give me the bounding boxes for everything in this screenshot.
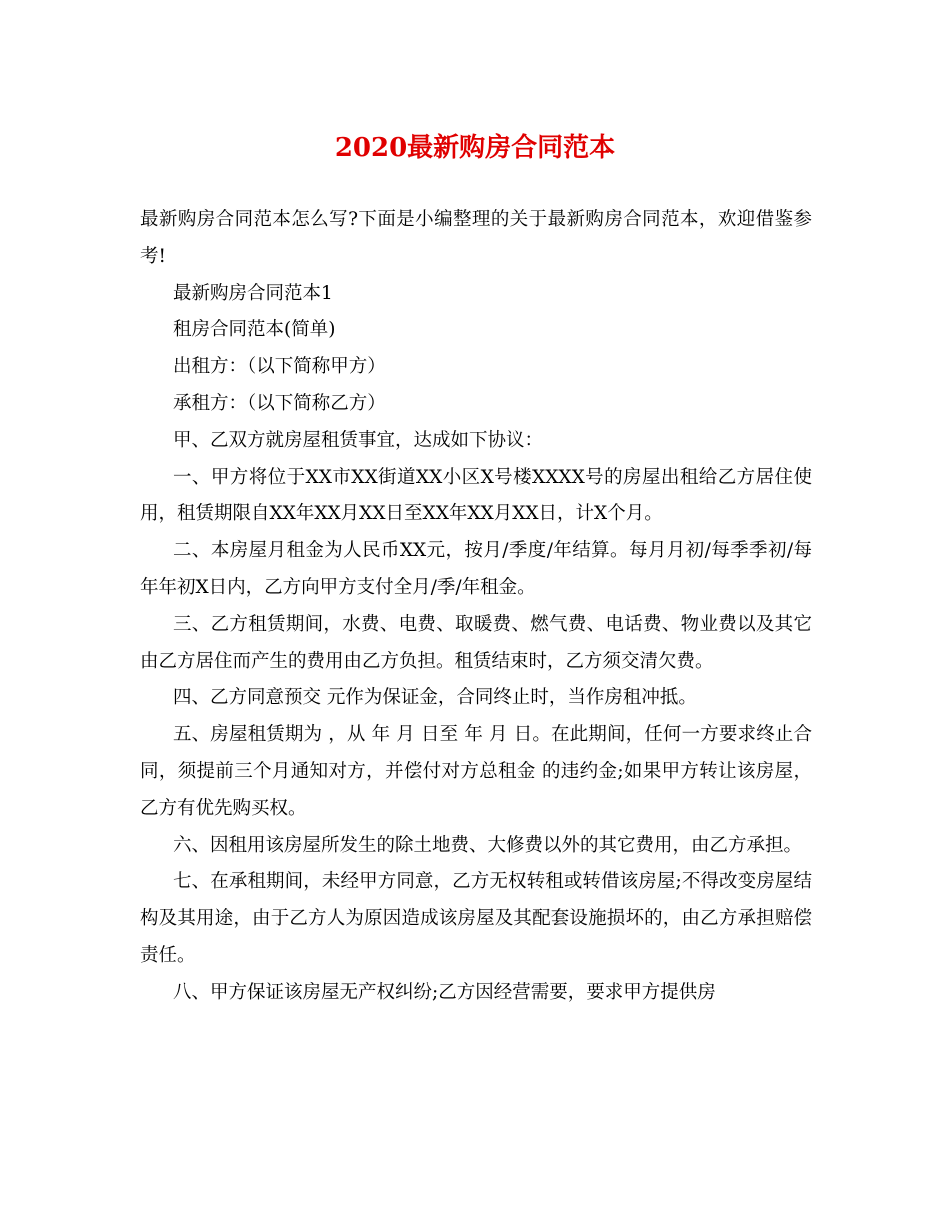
lessee-line: 承租方：（以下简称乙方） (173, 392, 386, 414)
intro-paragraph: 最新购房合同范本怎么写?下面是小编整理的关于最新购房合同范本，欢迎借鉴参考! (140, 209, 812, 267)
clause-4: 四、乙方同意预交 元作为保证金，合同终止时，当作房租冲抵。 (173, 687, 697, 709)
clause-3: 三、乙方租赁期间，水费、电费、取暖费、燃气费、电话费、物业费以及其它由乙方居住而产生的费用由乙方负担。租赁结束时，乙方须交清欠费。 (140, 613, 812, 672)
document-body (140, 202, 812, 1012)
clause-1: 一、甲方将位于XX市XX街道XX小区X号楼XXXX号的房屋出租给乙方居住使用，租赁期限自XX年XX月XX日至XX年XX月XX日，计X个月。 (140, 466, 812, 525)
clause-6: 六、因租用该房屋所发生的除土地费、大修费以外的其它费用，由乙方承担。 (173, 834, 803, 856)
clause-7: 七、在承租期间，未经甲方同意，乙方无权转租或转借该房屋;不得改变房屋结构及其用途，由于乙方人为原因造成该房屋及其配套设施损坏的，由乙方承担赔偿责任。 (140, 871, 812, 966)
lessor-line: 出租方：（以下简称甲方） (173, 356, 386, 378)
clause-5: 五、房屋租赁期为 ，从 年 月 日至 年 月 日。在此期间，任何一方要求终止合同，须提前三个月通知对方，并偿付对方总租金 的违约金;如果甲方转让该房屋，乙方有优先购买权。 (140, 724, 812, 819)
agreement-preamble: 甲、乙双方就房屋租赁事宜，达成如下协议： (173, 429, 544, 451)
clause-2: 二、本房屋月租金为人民币XX元，按月/季度/年结算。每月月初/每季季初/每年年初X日内，乙方向甲方支付全月/季/年租金。 (140, 540, 812, 598)
clause-8: 八、甲方保证该房屋无产权纠纷;乙方因经营需要，要求甲方提供房 (173, 981, 716, 1003)
section-heading: 最新购房合同范本1 (173, 282, 333, 304)
document-title: 2020最新购房合同范本 (334, 133, 616, 163)
contract-subtitle: 租房合同范本(简单) (173, 319, 336, 341)
